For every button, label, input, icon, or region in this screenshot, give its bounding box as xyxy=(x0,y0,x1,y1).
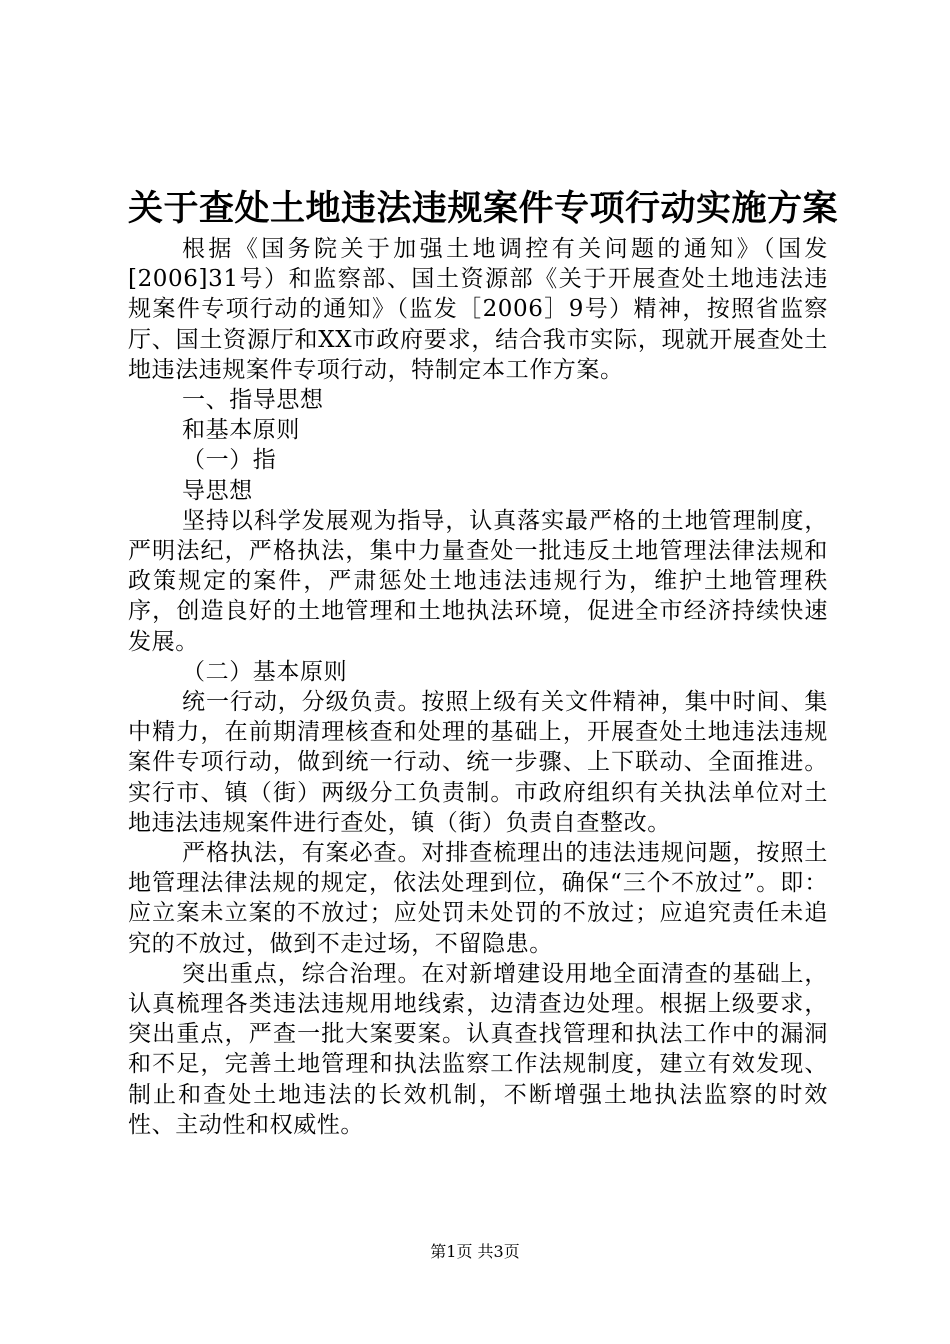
intro-paragraph: 根据《国务院关于加强土地调控有关问题的通知》（国发[2006]31号）和监察部、国土资源部《关于开展查处土地违法违规案件专项行动的通知》（监发［2006］9号）精神，按照省监察厅、国土资源厅和XX市政府要求，结合我市实际，现就开展查处土地违法违规案件专项行动，特制定本工作方案。 xyxy=(128,236,828,383)
document-title: 关于查处土地违法违规案件专项行动实施方案 xyxy=(128,188,839,229)
subsection-heading-continued: 导思想 xyxy=(182,477,253,504)
principle-paragraph: 统一行动，分级负责。按照上级有关文件精神，集中时间、集中精力，在前期清理核查和处理的基础上，开展查处土地违法违规案件专项行动，做到统一行动、统一步骤、上下联动、全面推进。实行市、镇（街）两级分工负责制。市政府组织有关执法单位对土地违法违规案件进行查处，镇（街）负责自查整改。 xyxy=(128,689,828,836)
section-heading-continued: 和基本原则 xyxy=(182,417,300,444)
principle-paragraph: 突出重点，综合治理。在对新增建设用地全面清查的基础上，认真梳理各类违法违规用地线索，边清查边处理。根据上级要求，突出重点，严查一批大案要案。认真查找管理和执法工作中的漏洞和不足，完善土地管理和执法监察工作法规制度，建立有效发现、制止和查处土地违法的长效机制，不断增强土地执法监察的时效性、主动性和权威性。 xyxy=(128,960,828,1138)
principle-paragraph: 严格执法，有案必查。对排查梳理出的违法违规问题，按照土地管理法律法规的规定，依法处理到位，确保“三个不放过”。即：应立案未立案的不放过；应处罚未处罚的不放过；应追究责任未追究的不放过，做到不走过场，不留隐患。 xyxy=(128,840,828,957)
section-heading: 一、指导思想 xyxy=(182,387,324,414)
document-body xyxy=(128,234,828,1140)
guiding-ideology-paragraph: 坚持以科学发展观为指导，认真落实最严格的土地管理制度，严明法纪，严格执法，集中力量查处一批违反土地管理法律法规和政策规定的案件，严肃惩处土地违法违规行为，维护土地管理秩序，创造良好的土地管理和土地执法环境，促进全市经济持续快速发展。 xyxy=(128,507,828,655)
page-footer: 第1页 共3页 xyxy=(430,1242,520,1261)
subsection-heading: （二）基本原则 xyxy=(182,658,348,685)
subsection-heading: （一）指 xyxy=(182,447,277,474)
